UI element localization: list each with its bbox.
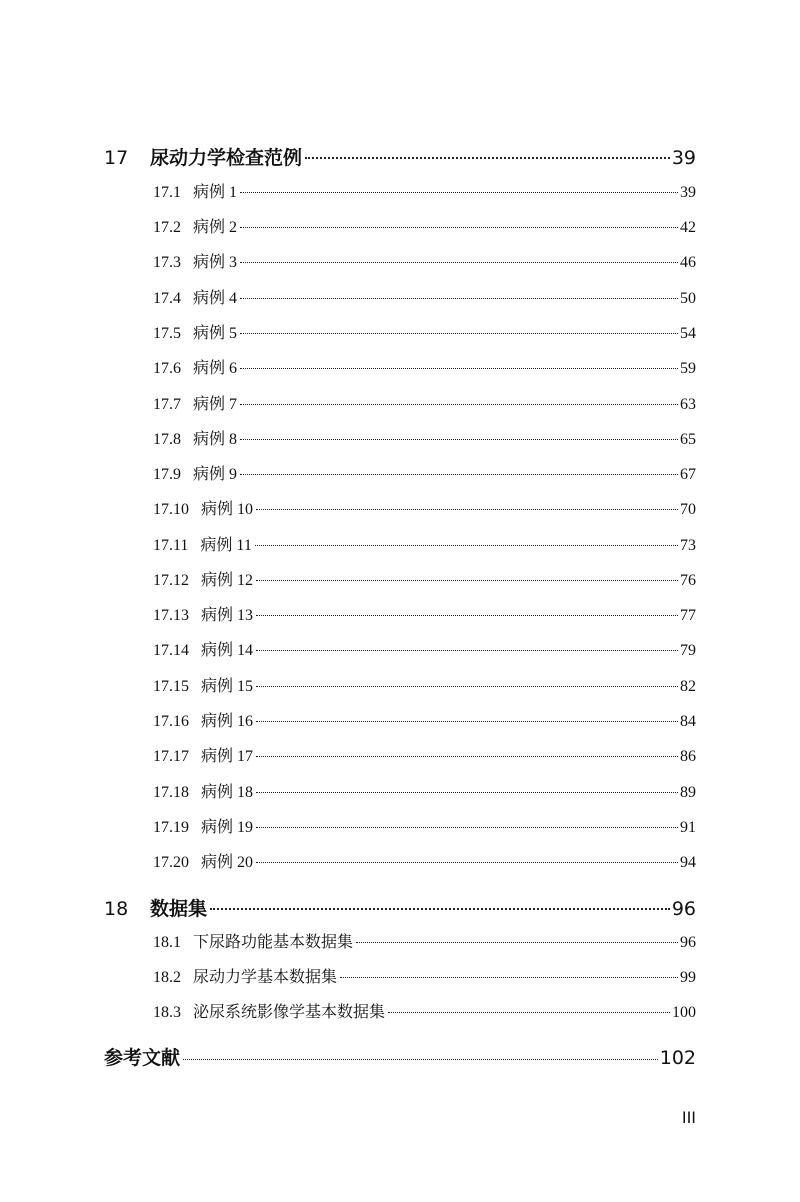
section-title: 病例 1 — [193, 184, 238, 201]
section-page-number: 50 — [680, 290, 696, 307]
section-number: 17.20 — [153, 854, 189, 871]
toc-section-entry[interactable] — [153, 929, 696, 952]
section-page-number: 82 — [680, 678, 696, 695]
dot-leader — [210, 908, 670, 910]
section-page-number: 76 — [680, 572, 696, 589]
section-title: 病例 16 — [201, 713, 254, 730]
section-number: 17.18 — [153, 784, 189, 801]
section-title: 下尿路功能基本数据集 — [193, 934, 354, 951]
section-number: 17.3 — [153, 254, 181, 271]
section-title: 病例 4 — [193, 290, 238, 307]
dot-leader — [240, 439, 678, 440]
section-number: 17.7 — [153, 396, 181, 413]
section-number: 17.9 — [153, 466, 181, 483]
dot-leader — [240, 333, 678, 334]
toc-section-entry[interactable] — [153, 355, 696, 378]
section-number: 17.11 — [153, 537, 189, 554]
section-page-number: 59 — [680, 360, 696, 377]
section-page-number: 70 — [680, 501, 696, 518]
toc-section-entry[interactable] — [153, 567, 696, 590]
dot-leader — [256, 827, 678, 828]
dot-leader — [256, 650, 678, 651]
toc-references-entry[interactable] — [104, 1043, 696, 1070]
toc-section-entry[interactable] — [153, 779, 696, 802]
toc-section-entry[interactable] — [153, 999, 696, 1022]
section-page-number: 84 — [680, 713, 696, 730]
dot-leader — [255, 545, 678, 546]
toc-section-entry[interactable] — [153, 285, 696, 308]
section-number: 18.2 — [153, 969, 181, 986]
section-title: 病例 11 — [200, 537, 252, 554]
section-number: 17.19 — [153, 819, 189, 836]
section-title: 病例 20 — [201, 854, 254, 871]
section-page-number: 42 — [680, 219, 696, 236]
section-title: 病例 3 — [193, 254, 238, 271]
toc-section-entry[interactable] — [153, 391, 696, 414]
section-number: 17.5 — [153, 325, 181, 342]
section-number: 17.17 — [153, 748, 189, 765]
dot-leader — [256, 721, 678, 722]
section-page-number: 73 — [680, 537, 696, 554]
chapter-title: 尿动力学检查范例 — [150, 147, 303, 169]
dot-leader — [305, 157, 670, 159]
section-page-number: 79 — [680, 642, 696, 659]
section-title: 泌尿系统影像学基本数据集 — [193, 1004, 386, 1021]
section-number: 17.10 — [153, 501, 189, 518]
section-page-number: 46 — [680, 254, 696, 271]
section-number: 17.15 — [153, 678, 189, 695]
section-page-number: 94 — [680, 854, 696, 871]
section-page-number: 89 — [680, 784, 696, 801]
dot-leader — [356, 942, 678, 943]
section-title: 病例 6 — [193, 360, 238, 377]
toc-section-entry[interactable] — [153, 637, 696, 660]
toc-chapter-entry[interactable] — [104, 894, 696, 921]
section-title: 病例 14 — [201, 642, 254, 659]
dot-leader — [240, 474, 678, 475]
toc-chapter-entry[interactable] — [104, 143, 696, 170]
section-page-number: 99 — [680, 969, 696, 986]
section-page-number: 96 — [680, 934, 696, 951]
dot-leader — [240, 262, 678, 263]
section-title: 病例 18 — [201, 784, 254, 801]
section-title: 病例 9 — [193, 466, 238, 483]
section-title: 病例 7 — [193, 396, 238, 413]
section-title: 病例 5 — [193, 325, 238, 342]
section-title: 病例 19 — [201, 819, 254, 836]
dot-leader — [256, 792, 678, 793]
section-number: 17.6 — [153, 360, 181, 377]
dot-leader — [256, 580, 678, 581]
toc-section-entry[interactable] — [153, 532, 696, 555]
section-page-number: 65 — [680, 431, 696, 448]
section-number: 17.14 — [153, 642, 189, 659]
toc-section-entry[interactable] — [153, 673, 696, 696]
section-title: 病例 13 — [201, 607, 254, 624]
dot-leader — [256, 509, 678, 510]
dot-leader — [256, 862, 678, 863]
toc-section-entry[interactable] — [153, 496, 696, 519]
section-page-number: 86 — [680, 748, 696, 765]
toc-section-entry[interactable] — [153, 602, 696, 625]
chapter-page-number: 39 — [671, 147, 696, 169]
dot-leader — [240, 404, 678, 405]
dot-leader — [256, 615, 678, 616]
section-page-number: 91 — [680, 819, 696, 836]
section-page-number: 67 — [680, 466, 696, 483]
dot-leader — [256, 756, 678, 757]
section-page-number: 39 — [680, 184, 696, 201]
section-page-number: 63 — [680, 396, 696, 413]
dot-leader — [183, 1059, 658, 1060]
chapter-number: 18 — [104, 898, 129, 920]
section-title: 病例 17 — [201, 748, 254, 765]
toc-section-entry[interactable] — [153, 461, 696, 484]
toc-section-entry[interactable] — [153, 849, 696, 872]
section-title: 病例 2 — [193, 219, 238, 236]
section-number: 18.1 — [153, 934, 181, 951]
chapter-number: 17 — [104, 147, 129, 169]
section-page-number: 54 — [680, 325, 696, 342]
section-title: 病例 12 — [201, 572, 254, 589]
toc-section-entry[interactable] — [153, 249, 696, 272]
dot-leader — [240, 227, 678, 228]
section-title: 尿动力学基本数据集 — [193, 969, 338, 986]
section-number: 17.8 — [153, 431, 181, 448]
section-number: 18.3 — [153, 1004, 181, 1021]
dot-leader — [240, 192, 678, 193]
dot-leader — [340, 977, 678, 978]
section-number: 17.13 — [153, 607, 189, 624]
toc-section-entry[interactable] — [153, 814, 696, 837]
section-title: 病例 8 — [193, 431, 238, 448]
toc-section-entry[interactable] — [153, 320, 696, 343]
toc-section-entry[interactable] — [153, 426, 696, 449]
section-title: 病例 10 — [201, 501, 254, 518]
section-number: 17.1 — [153, 184, 181, 201]
references-page-number: 102 — [659, 1047, 696, 1069]
section-page-number: 77 — [680, 607, 696, 624]
section-title: 病例 15 — [201, 678, 254, 695]
page-folio: III — [681, 1108, 696, 1127]
section-number: 17.2 — [153, 219, 181, 236]
dot-leader — [240, 368, 678, 369]
dot-leader — [240, 298, 678, 299]
toc-section-entry[interactable] — [153, 708, 696, 731]
toc-section-entry[interactable] — [153, 214, 696, 237]
chapter-title: 数据集 — [150, 898, 208, 920]
dot-leader — [256, 686, 678, 687]
section-number: 17.4 — [153, 290, 181, 307]
section-page-number: 100 — [672, 1004, 696, 1021]
dot-leader — [388, 1012, 670, 1013]
toc-section-entry[interactable] — [153, 964, 696, 987]
toc-section-entry[interactable] — [153, 179, 696, 202]
toc-section-entry[interactable] — [153, 743, 696, 766]
references-title: 参考文献 — [104, 1047, 181, 1069]
section-number: 17.16 — [153, 713, 189, 730]
section-number: 17.12 — [153, 572, 189, 589]
chapter-page-number: 96 — [671, 898, 696, 920]
